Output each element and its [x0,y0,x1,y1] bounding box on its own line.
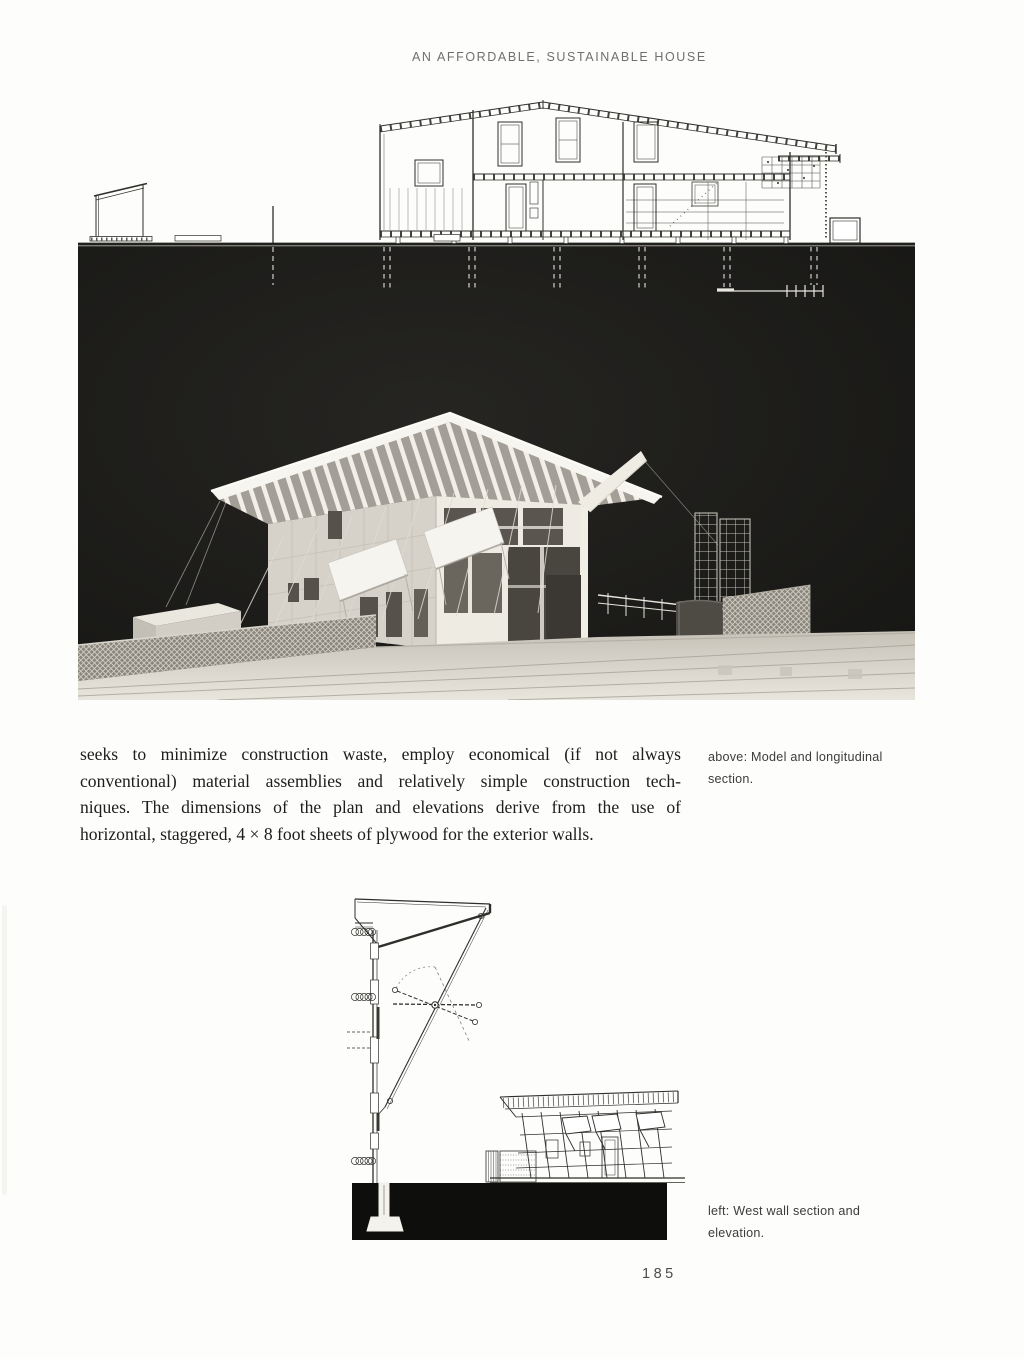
caption-line: elevation. [708,1225,765,1240]
section-doors [506,182,656,231]
pivot-mechanism [392,967,481,1043]
rain-barrel [676,601,722,639]
stair-dots [670,182,718,226]
diagonal-brace [377,908,488,1116]
porch-void [546,575,583,641]
roof-band [380,100,836,154]
caption-above [708,747,918,790]
wall-section [371,930,380,1183]
page-number: 185 [642,1266,677,1282]
longitudinal-section-drawing [78,82,915,245]
scan-artifact [2,905,7,1195]
corner-post [581,507,588,641]
longitudinal-section-figure [78,82,915,245]
planter-box [830,218,860,243]
caption-left [708,1201,918,1244]
page-header: AN AFFORDABLE, SUSTAINABLE HOUSE [412,50,707,64]
west-wall-figure [340,885,710,1245]
body-line: conventional) material assemblies and relatively simple construction tech- [80,770,681,791]
body-line: horizontal, staggered, 4 × 8 foot sheets of plywood for the exterior walls. [80,823,594,844]
body-paragraph [80,744,681,850]
trellis-grid [762,157,820,188]
upper-windows [498,118,658,166]
floor-band [473,174,790,180]
body-line: niques. The dimensions of the plan and elevations derive from the use of [80,797,681,818]
caption-line: above: Model and longitudinal [708,750,883,764]
caption-line: section. [708,771,754,786]
model-photo [78,245,915,700]
trellis-panel [695,513,717,613]
low-wing-window [390,160,462,230]
west-elevation [486,1091,685,1183]
west-wall-section-drawing [340,885,710,1245]
shed-section [90,184,152,242]
model-photo-figure [78,245,915,700]
porch-eave-band [778,154,840,163]
ground-edge-highlight [78,245,915,246]
caption-line: left: West wall section and [708,1204,861,1218]
body-line: seeks to minimize construction waste, employ economical (if not always [80,744,681,764]
